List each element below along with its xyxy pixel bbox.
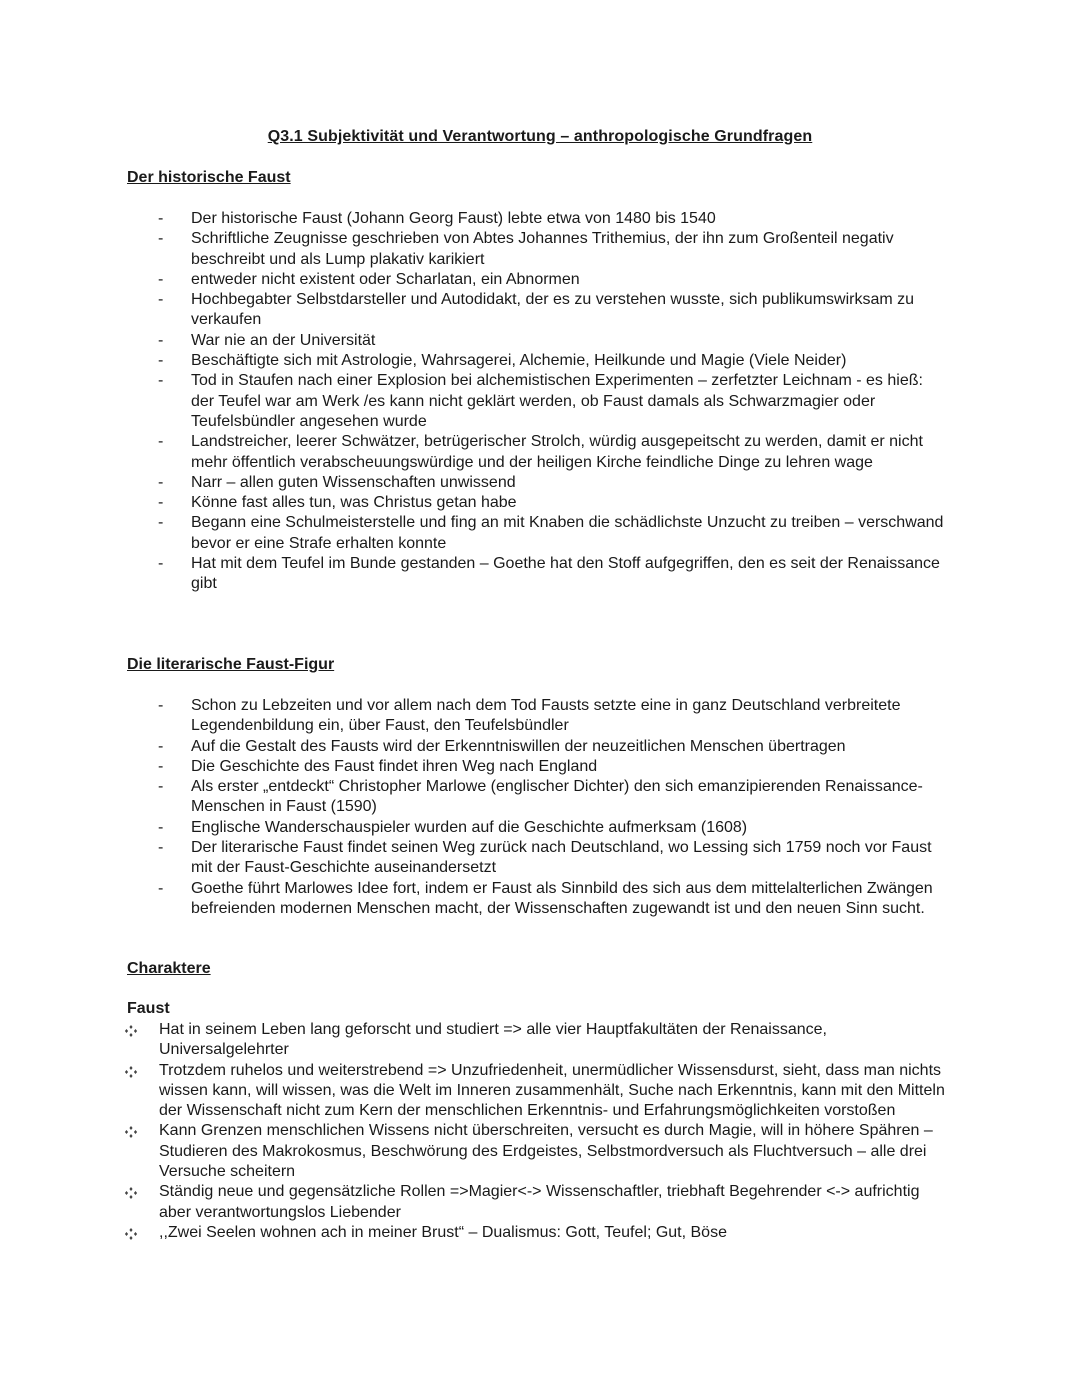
section-heading-literarische-faust-figur: Die literarische Faust-Figur: [127, 656, 335, 673]
dash-marker: -: [158, 433, 164, 451]
list-item: - Beschäftigte sich mit Astrologie, Wahrsagerei, Alchemie, Heilkunde und Magie (Viele Neider): [154, 351, 944, 371]
list-literarische-faust-figur: [154, 696, 944, 919]
list-item: - Die Geschichte des Faust findet ihren Weg nach England: [154, 757, 944, 777]
list-item: - entweder nicht existent oder Scharlatan, ein Abnormen: [154, 270, 944, 290]
four-diamond-bullet-icon: [124, 1066, 138, 1078]
list-item: - Englische Wanderschauspieler wurden auf die Geschichte aufmerksam (1608): [154, 818, 944, 838]
dash-marker: -: [158, 494, 164, 512]
four-diamond-bullet-icon: [124, 1228, 138, 1240]
dash-marker: -: [158, 879, 164, 897]
list-item: - Könne fast alles tun, was Christus getan habe: [154, 493, 944, 513]
list-item: - War nie an der Universität: [154, 331, 944, 351]
page-title: Q3.1 Subjektivität und Verantwortung – anthropologische Grundfragen: [267, 128, 813, 145]
dash-marker: -: [158, 331, 164, 349]
list-item: - Auf die Gestalt des Fausts wird der Erkenntniswillen der neuzeitlichen Menschen übertragen: [154, 737, 944, 757]
list-item: - Als erster „entdeckt“ Christopher Marlowe (englischer Dichter) den sich emanzipierenden Renaissance-Menschen in Faust (1590): [158, 778, 923, 816]
list-item: - Begann eine Schulmeisterstelle und fing an mit Knaben die schädlichste Unzucht zu treiben – verschwand bevor er eine Strafe erhalten konnte: [158, 514, 944, 552]
dash-marker: -: [158, 839, 164, 857]
dash-marker: -: [158, 352, 164, 370]
list-item: - Der literarische Faust findet seinen Weg zurück nach Deutschland, wo Lessing sich 1759 noch vor Faust mit der Faust-Geschichte auseinandersetzt: [158, 839, 932, 877]
list-item: - Landstreicher, leerer Schwätzer, betrügerischer Strolch, würdig ausgepeitscht zu werden, damit er nicht mehr öffentlich verabscheuungswürdige und der heiligen Kirche feindliche Dinge zu lehren wage: [158, 433, 923, 471]
four-diamond-bullet-icon: [124, 1187, 138, 1199]
list-charakter-faust: [124, 1020, 954, 1243]
list-item: Kann Grenzen menschlichen Wissens nicht überschreiten, versucht es durch Magie, will in höhere Spähren – Studieren des Makrokosmus, Beschwörung des Erdgeistes, Selbstmordversuch als Fluchtversuch – alle drei Versuche scheitern: [124, 1121, 954, 1182]
dash-marker: -: [158, 818, 164, 836]
four-diamond-bullet-icon: [124, 1126, 138, 1138]
list-item: - Hochbegabter Selbstdarsteller und Autodidakt, der es zu verstehen wusste, sich publikumswirksam zu verkaufen: [158, 291, 915, 329]
list-item: - Hat mit dem Teufel im Bunde gestanden – Goethe hat den Stoff aufgegriffen, den es seit der Renaissance gibt: [158, 555, 940, 593]
dash-marker: -: [158, 372, 164, 390]
list-item: - Schon zu Lebzeiten und vor allem nach dem Tod Fausts setzte eine in ganz Deutschland verbreitete Legendenbildung ein, über Faust, den Teufelsbündler: [158, 697, 901, 735]
dash-marker: -: [158, 778, 164, 796]
list-item: - Goethe führt Marlowes Idee fort, indem er Faust als Sinnbild des sich aus dem mittelalterlichen Zwängen befreienden modernen Menschen macht, der Wissenschaften zugewandt ist und den neuen Sinn sucht.: [158, 879, 933, 917]
dash-marker: -: [158, 697, 164, 714]
list-item: Trotzdem ruhelos und weiterstrebend => Unzufriedenheit, unermüdlicher Wissensdurst, sieht, dass man nichts wissen kann, will wissen, was die Welt im Inneren zusammenhält, Suche nach Erkenntnis, kann mit den Mitteln der Wissenschaft nicht zum Kern der menschlichen Erkenntnis- und Erfahrungsmöglichkeiten vorstoßen: [124, 1061, 954, 1122]
four-diamond-bullet-icon: [124, 1025, 138, 1037]
section-heading-historischer-faust: Der historische Faust: [127, 169, 291, 186]
list-item: - Narr – allen guten Wissenschaften unwissend: [154, 473, 944, 493]
dash-marker: -: [158, 757, 164, 775]
dash-marker: -: [158, 291, 164, 309]
dash-marker: -: [158, 270, 164, 288]
list-item: - Der historische Faust (Johann Georg Faust) lebte etwa von 1480 bis 1540: [154, 209, 944, 229]
list-historischer-faust: [154, 209, 944, 595]
list-item: - Tod in Staufen nach einer Explosion bei alchemistischen Experimenten – zerfetzter Leichnam - es hieß: der Teufel war am Werk /es kann nicht geklärt werden, ob Faust damals als Schwarzmagier oder Teufelsbündler angesehen wurde: [158, 372, 923, 430]
list-item: Hat in seinem Leben lang geforscht und studiert => alle vier Hauptfakultäten der Renaissance, Universalgelehrter: [124, 1020, 954, 1061]
dash-marker: -: [158, 737, 164, 755]
section-heading-charaktere: Charaktere: [127, 960, 211, 977]
list-item: Ständig neue und gegensätzliche Rollen =>Magier<-> Wissenschaftler, triebhaft Begehrender <-> aufrichtig aber verantwortungslos Liebender: [124, 1182, 954, 1223]
dash-marker: -: [158, 473, 164, 491]
dash-marker: -: [158, 514, 164, 532]
list-item: - Schriftliche Zeugnisse geschrieben von Abtes Johannes Trithemius, der ihn zum Großenteil negativ beschreibt und als Lump plakativ karikiert: [158, 230, 894, 268]
dash-marker: -: [158, 210, 164, 227]
sub-heading-faust: Faust: [127, 1000, 170, 1017]
dash-marker: -: [158, 555, 164, 573]
dash-marker: -: [158, 230, 164, 248]
list-item: ,,Zwei Seelen wohnen ach in meiner Brust“ – Dualismus: Gott, Teufel; Gut, Böse: [124, 1223, 954, 1243]
